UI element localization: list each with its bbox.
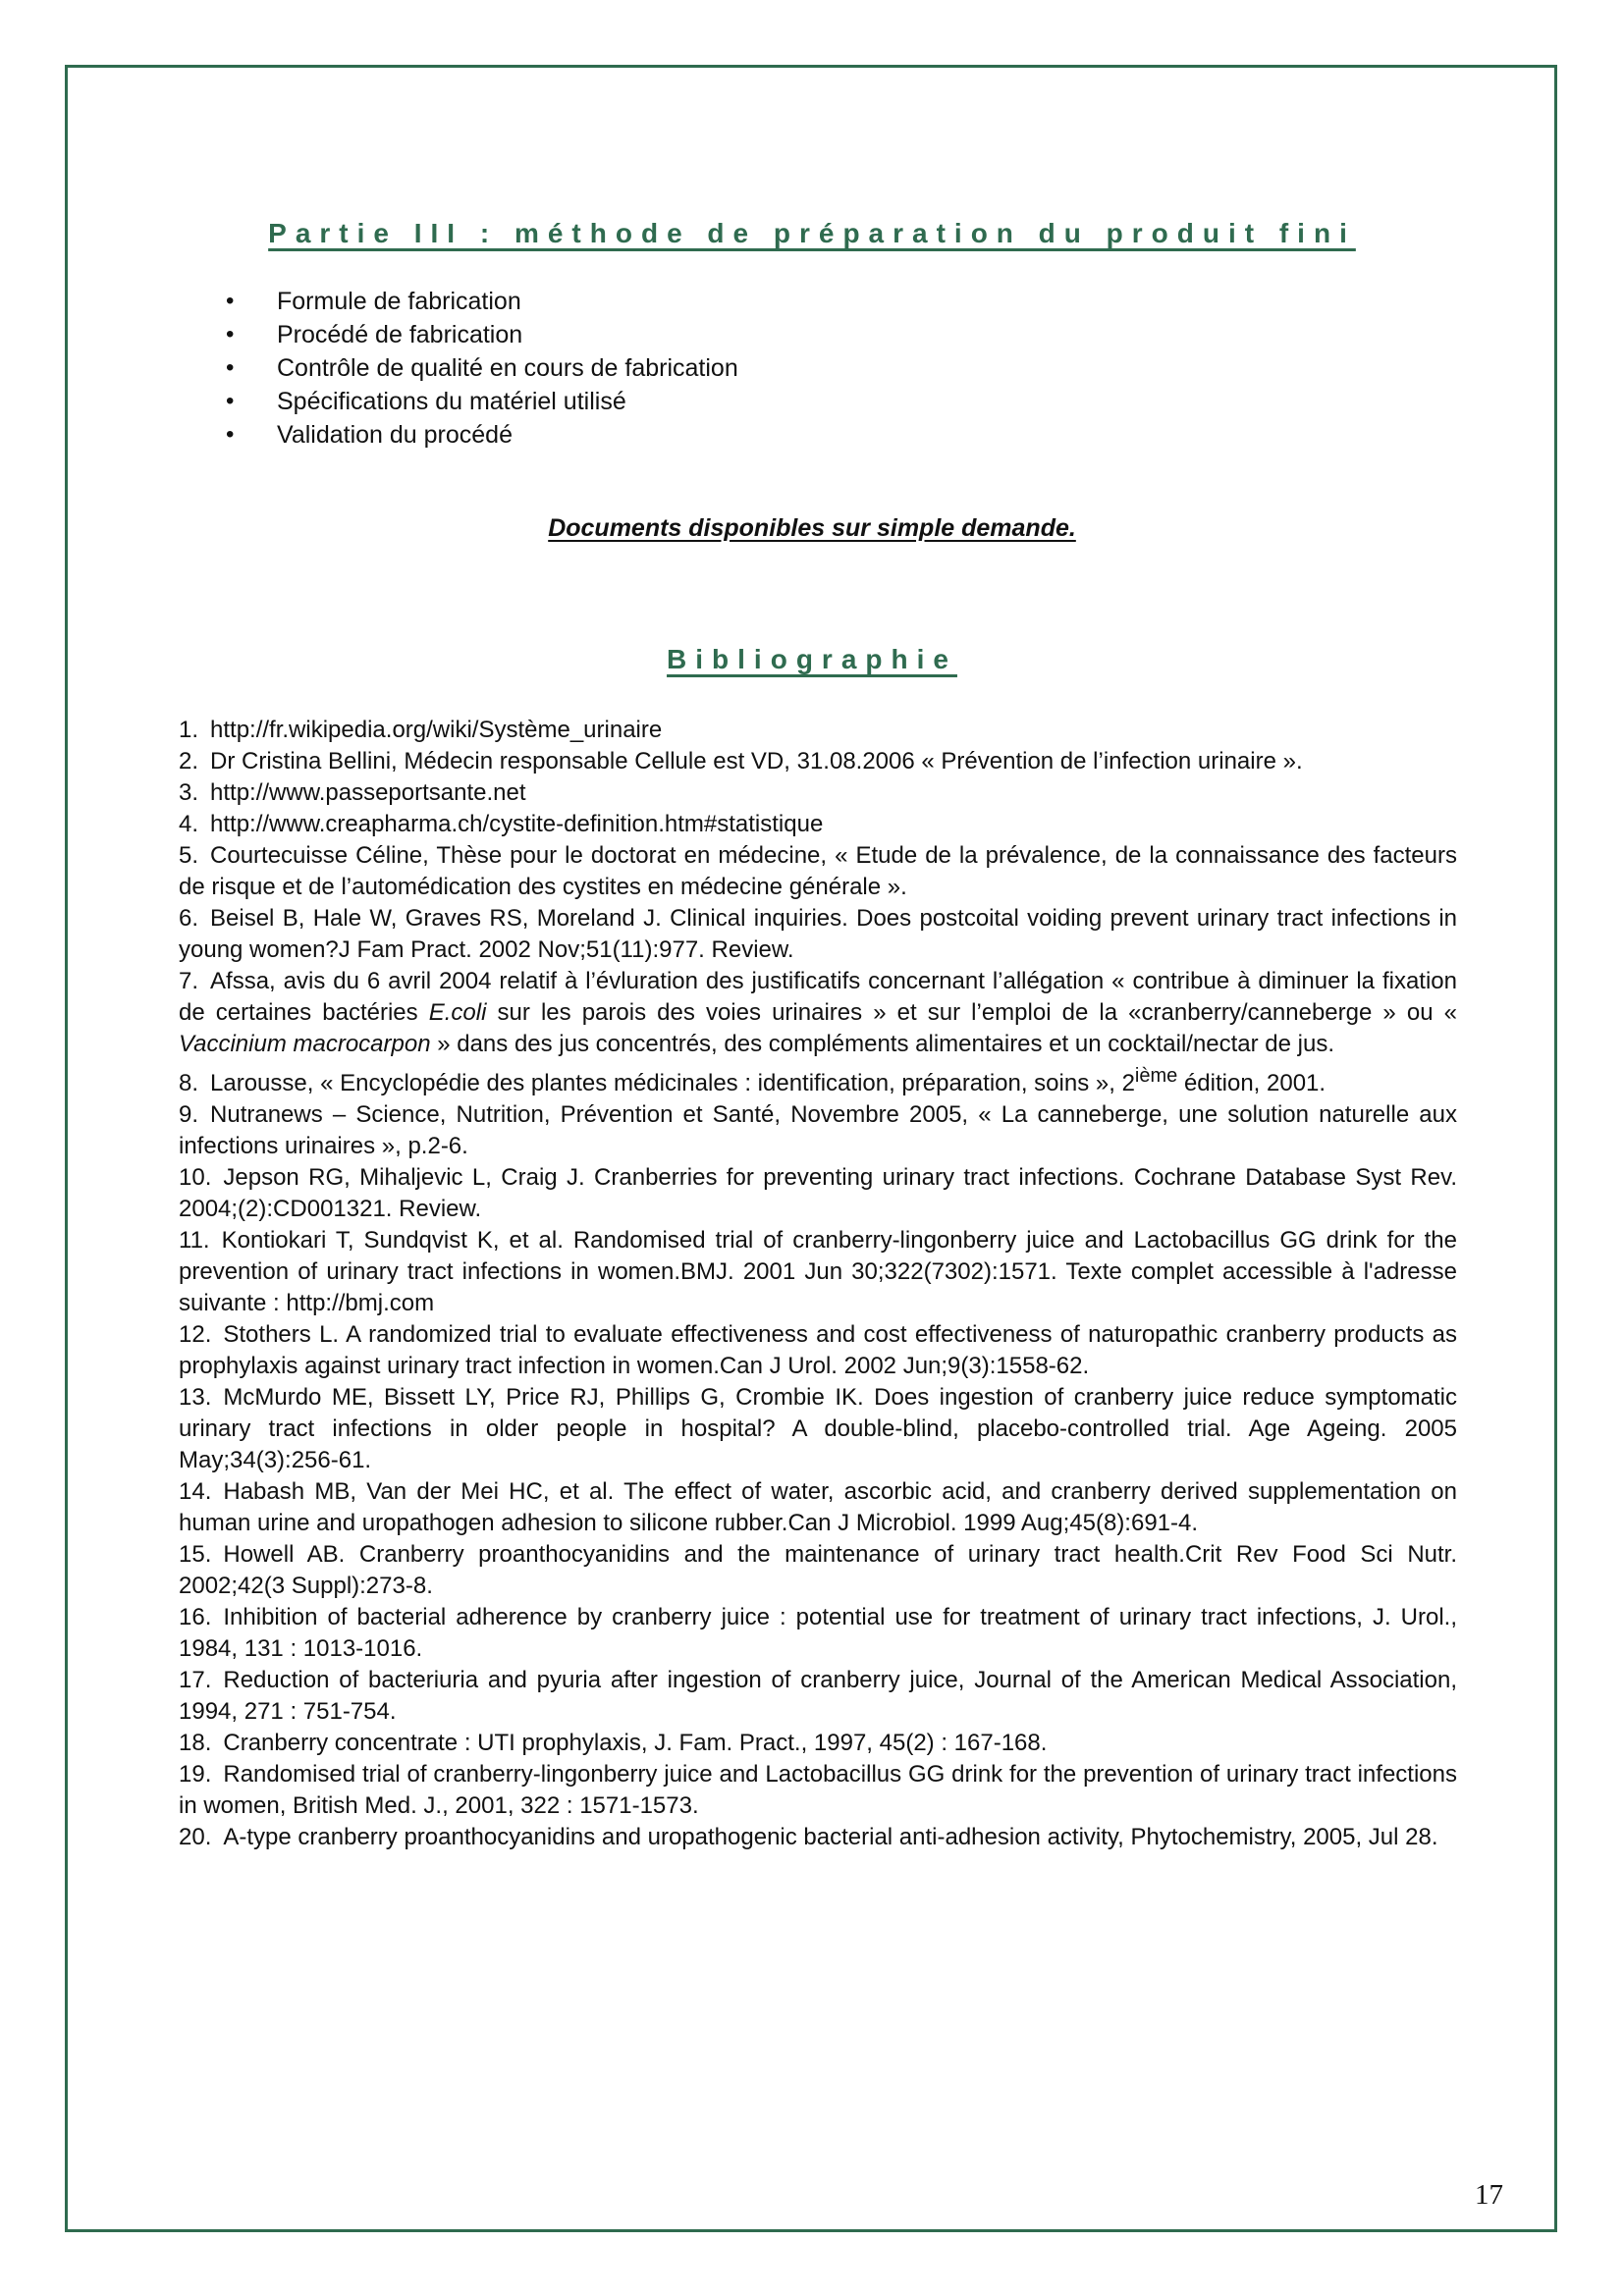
reference-item xyxy=(179,1225,1457,1319)
reference-text: http://www.passeportsante.net xyxy=(210,779,526,806)
reference-number: 5. xyxy=(179,842,199,869)
reference-number: 20. xyxy=(179,1824,212,1850)
reference-text-part: sur les parois des voies urinaires » et sur l’emploi de la «cranberry/canneberge » ou « xyxy=(486,999,1457,1026)
reference-text-part: Afssa, avis du 6 avril 2004 relatif à l’évluration des justificatifs concernant l’allégation « contribue à diminuer la fixation de certaines bactéries xyxy=(179,968,1457,1026)
reference-number: 6. xyxy=(179,905,199,932)
reference-italic-term: E.coli xyxy=(428,999,487,1026)
reference-number: 17. xyxy=(179,1667,212,1693)
reference-text: Inhibition of bacterial adherence by cranberry juice : potential use for treatment of urinary tract infections, J. Urol., 1984, 131 : 1013-1016. xyxy=(179,1604,1457,1662)
reference-text: A-type cranberry proanthocyanidins and uropathogenic bacterial anti-adhesion activity, Phytochemistry, 2005, Jul 28. xyxy=(223,1824,1438,1850)
section-title-partie-iii xyxy=(0,218,1624,249)
reference-item xyxy=(179,903,1457,966)
reference-number: 19. xyxy=(179,1761,212,1788)
reference-text: McMurdo ME, Bissett LY, Price RJ, Phillips G, Crombie IK. Does ingestion of cranberry juice reduce symptomatic urinary tract infections in older people in hospital? A double-blind, placebo-controlled trial. Age Ageing. 2005 May;34(3):256-61. xyxy=(179,1384,1457,1473)
list-item: • Validation du procédé xyxy=(226,418,738,452)
reference-item xyxy=(179,966,1457,1060)
reference-text: Nutranews – Science, Nutrition, Prévention et Santé, Novembre 2005, « La canneberge, une solution naturelle aux infections urinaires », p.2-6. xyxy=(179,1101,1457,1159)
reference-text: http://www.creapharma.ch/cystite-definition.htm#statistique xyxy=(210,811,824,837)
reference-number: 12. xyxy=(179,1321,212,1348)
reference-text-part: Larousse, « Encyclopédie des plantes médicinales : identification, préparation, soins », 2 xyxy=(210,1070,1135,1096)
list-item: • Spécifications du matériel utilisé xyxy=(226,385,738,418)
reference-text: Habash MB, Van der Mei HC, et al. The effect of water, ascorbic acid, and cranberry derived supplementation on human urine and uropathogen adhesion to silicone rubber.Can J Microbiol. 1999 Aug;45(8):691-4. xyxy=(179,1478,1457,1536)
reference-superscript: ième xyxy=(1134,1065,1178,1087)
documents-note xyxy=(0,514,1624,543)
reference-number: 7. xyxy=(179,968,199,994)
reference-item xyxy=(179,1099,1457,1162)
reference-item xyxy=(179,1382,1457,1476)
reference-item xyxy=(179,1665,1457,1728)
reference-item xyxy=(179,1539,1457,1602)
reference-item xyxy=(179,1759,1457,1822)
reference-number: 11. xyxy=(179,1227,210,1254)
reference-item xyxy=(179,1602,1457,1665)
documents-note-text: Documents disponibles sur simple demande. xyxy=(548,514,1076,542)
list-item: • Procédé de fabrication xyxy=(226,318,738,351)
reference-text: Randomised trial of cranberry-lingonberry juice and Lactobacillus GG drink for the prevention of urinary tract infections in women, British Med. J., 2001, 322 : 1571-1573. xyxy=(179,1761,1457,1819)
reference-number: 13. xyxy=(179,1384,212,1411)
list-item: • Formule de fabrication xyxy=(226,285,738,318)
page-number: 17 xyxy=(1475,2179,1503,2211)
reference-text: Beisel B, Hale W, Graves RS, Moreland J. Clinical inquiries. Does postcoital voiding prevent urinary tract infections in young women?J Fam Pract. 2002 Nov;51(11):977. Review. xyxy=(179,905,1457,963)
reference-item xyxy=(179,1822,1457,1853)
section-title-text: Bibliographie xyxy=(667,644,957,674)
reference-text: Stothers L. A randomized trial to evaluate effectiveness and cost effectiveness of naturopathic cranberry products as prophylaxis against urinary tract infection in women.Can J Urol. 2002 Jun;9(3):1558-62. xyxy=(179,1321,1457,1379)
reference-number: 4. xyxy=(179,811,199,837)
reference-text: Dr Cristina Bellini, Médecin responsable Cellule est VD, 31.08.2006 « Prévention de l’infection urinaire ». xyxy=(210,748,1303,774)
reference-item xyxy=(179,715,1457,746)
reference-item xyxy=(179,1319,1457,1382)
reference-italic-term: Vaccinium macrocarpon xyxy=(179,1031,431,1057)
reference-text: Jepson RG, Mihaljevic L, Craig J. Cranberries for preventing urinary tract infections. Cochrane Database Syst Rev. 2004;(2):CD001321. Review. xyxy=(179,1164,1457,1222)
reference-text: Cranberry concentrate : UTI prophylaxis, J. Fam. Pract., 1997, 45(2) : 167-168. xyxy=(223,1730,1048,1756)
reference-text: Reduction of bacteriuria and pyuria after ingestion of cranberry juice, Journal of the American Medical Association, 1994, 271 : 751-754. xyxy=(179,1667,1457,1725)
reference-number: 3. xyxy=(179,779,199,806)
bibliography-list xyxy=(179,715,1457,1853)
reference-number: 8. xyxy=(179,1070,199,1096)
reference-item xyxy=(179,1728,1457,1759)
reference-number: 10. xyxy=(179,1164,212,1191)
reference-item xyxy=(179,809,1457,840)
reference-number: 18. xyxy=(179,1730,212,1756)
reference-text-part: édition, 2001. xyxy=(1177,1070,1326,1096)
reference-item xyxy=(179,1162,1457,1225)
section-title-bibliographie xyxy=(0,644,1624,675)
reference-item xyxy=(179,1476,1457,1539)
reference-number: 16. xyxy=(179,1604,212,1630)
reference-number: 1. xyxy=(179,717,199,743)
reference-number: 9. xyxy=(179,1101,199,1128)
reference-item xyxy=(179,840,1457,903)
reference-number: 14. xyxy=(179,1478,212,1505)
reference-text-part: » dans des jus concentrés, des compléments alimentaires et un cocktail/nectar de jus. xyxy=(430,1031,1335,1057)
reference-text: Courtecuisse Céline, Thèse pour le doctorat en médecine, « Etude de la prévalence, de la connaissance des facteurs de risque et de l’automédication des cystites en médecine générale ». xyxy=(179,842,1457,900)
list-item: • Contrôle de qualité en cours de fabrication xyxy=(226,351,738,385)
reference-text: http://fr.wikipedia.org/wiki/Système_urinaire xyxy=(210,717,663,743)
reference-number: 15. xyxy=(179,1541,212,1568)
reference-text: Howell AB. Cranberry proanthocyanidins and the maintenance of urinary tract health.Crit Rev Food Sci Nutr. 2002;42(3 Suppl):273-8. xyxy=(179,1541,1457,1599)
reference-item xyxy=(179,777,1457,809)
reference-item xyxy=(179,1060,1457,1099)
reference-item xyxy=(179,746,1457,777)
method-list xyxy=(226,285,738,452)
section-title-text: Partie III : méthode de préparation du produit fini xyxy=(268,218,1356,248)
reference-number: 2. xyxy=(179,748,199,774)
reference-text: Kontiokari T, Sundqvist K, et al. Randomised trial of cranberry-lingonberry juice and Lactobacillus GG drink for the prevention of urinary tract infections in women.BMJ. 2001 Jun 30;322(7302):1571. Texte complet accessible à l'adresse suivante : http://bmj.com xyxy=(179,1227,1457,1316)
